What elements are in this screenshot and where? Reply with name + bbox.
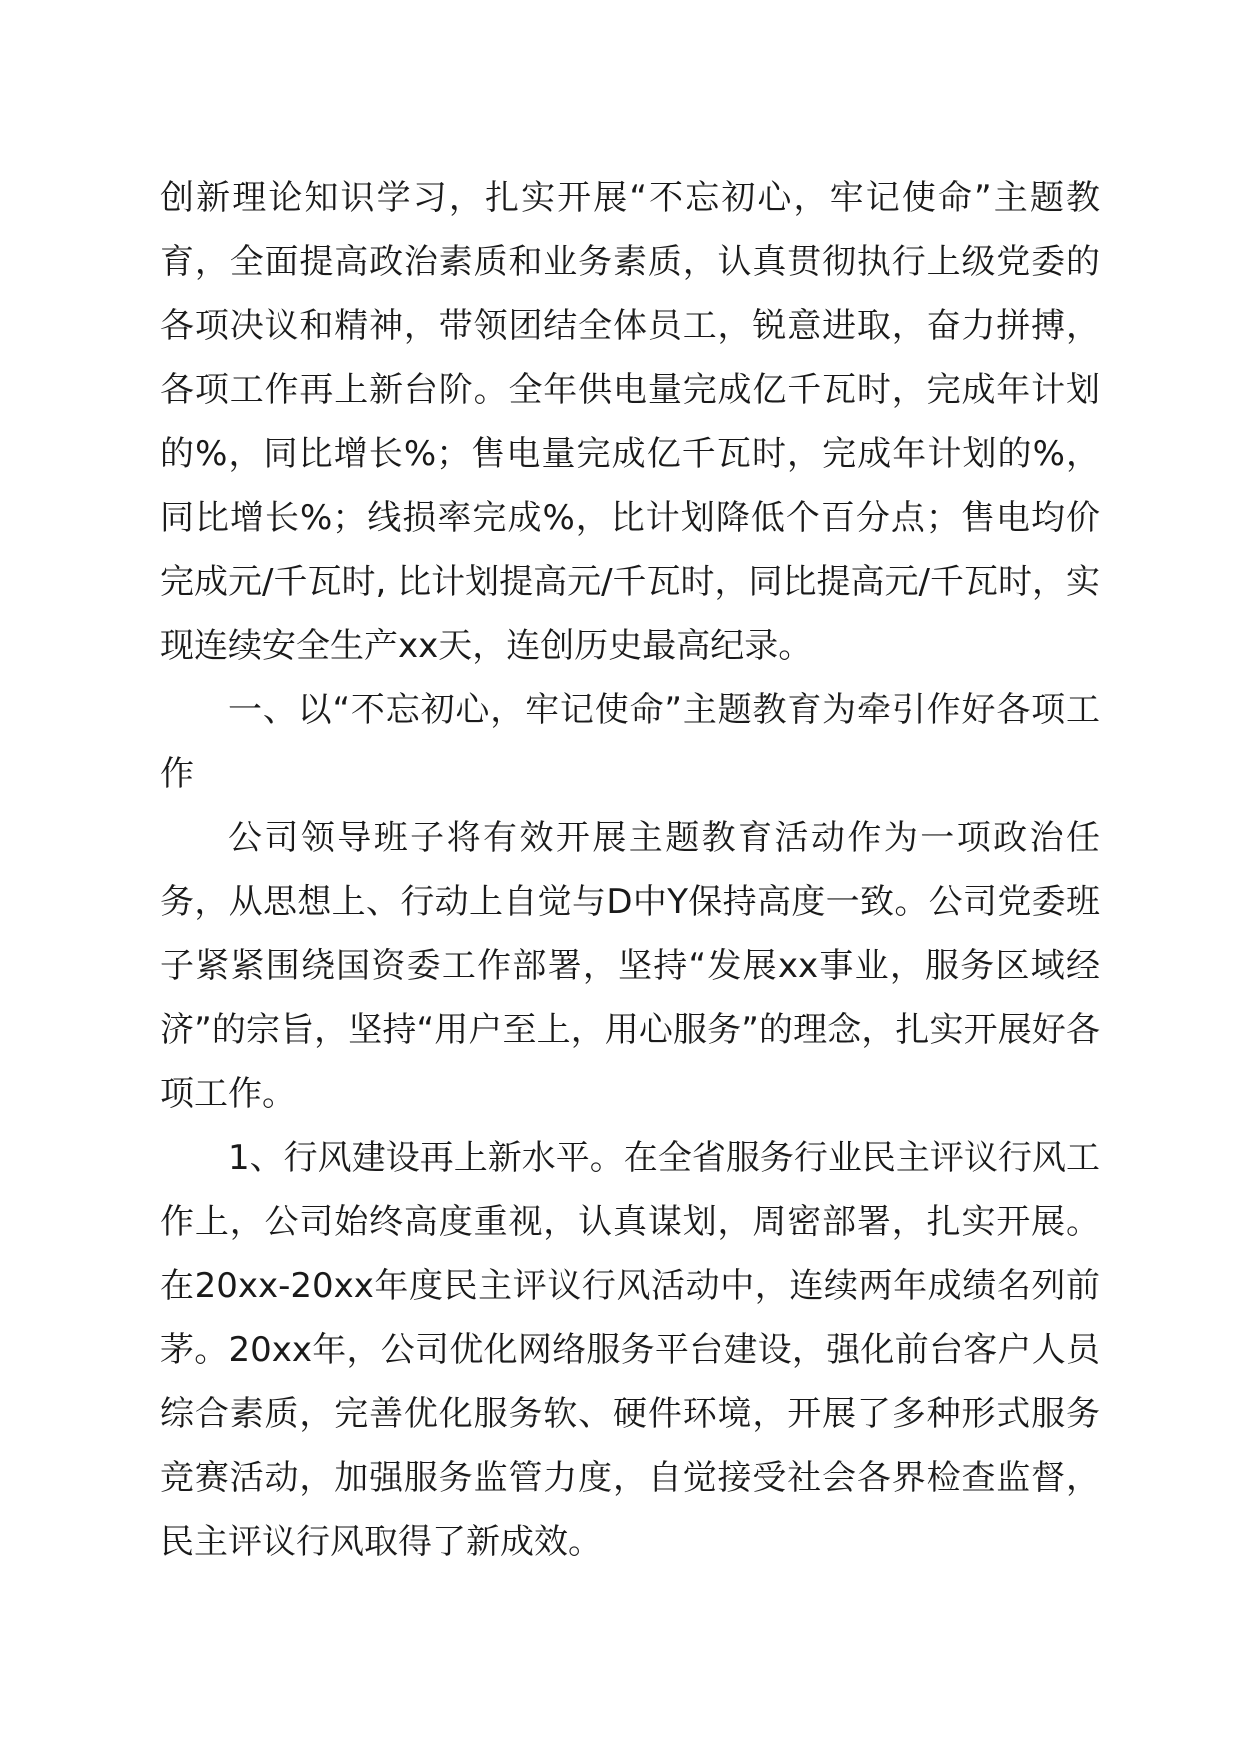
section-heading: 一、以“不忘初心，牢记使命”主题教育为牵引作好各项工作 [160, 690, 1100, 794]
paragraph-body: 公司领导班子将有效开展主题教育活动作为一项政治任务，从思想上、行动上自觉与D中Y保持高度一致。公司党委班子紧紧围绕国资委工作部署，坚持“发展xx事业，服务区域经济”的宗旨，坚持“用户至上，用心服务”的理念，扎实开展好各项工作。 [160, 818, 1100, 1114]
paragraph-continued: 创新理论知识学习，扎实开展“不忘初心，牢记使命”主题教育，全面提高政治素质和业务素质，认真贯彻执行上级党委的各项决议和精神，带领团结全体员工，锐意进取，奋力拼搏，各项工作再上新台阶。全年供电量完成亿千瓦时，完成年计划的%，同比增长%；售电量完成亿千瓦时，完成年计划的%，同比增长%；线损率完成%，比计划降低个百分点；售电均价完成元/千瓦时, 比计划提高元/千瓦时，同比提高元/千瓦时，实现连续安全生产xx天，连创历史最高纪录。 [160, 178, 1100, 666]
paragraph-item-1: 1、行风建设再上新水平。在全省服务行业民主评议行风工作上，公司始终高度重视，认真谋划，周密部署，扎实开展。在20xx-20xx年度民主评议行风活动中，连续两年成绩名列前茅。20xx年，公司优化网络服务平台建设，强化前台客户人员综合素质，完善优化服务软、硬件环境，开展了多种形式服务竞赛活动，加强服务监管力度，自觉接受社会各界检查监督，民主评议行风取得了新成效。 [160, 1138, 1100, 1562]
document-body [160, 166, 1100, 1574]
